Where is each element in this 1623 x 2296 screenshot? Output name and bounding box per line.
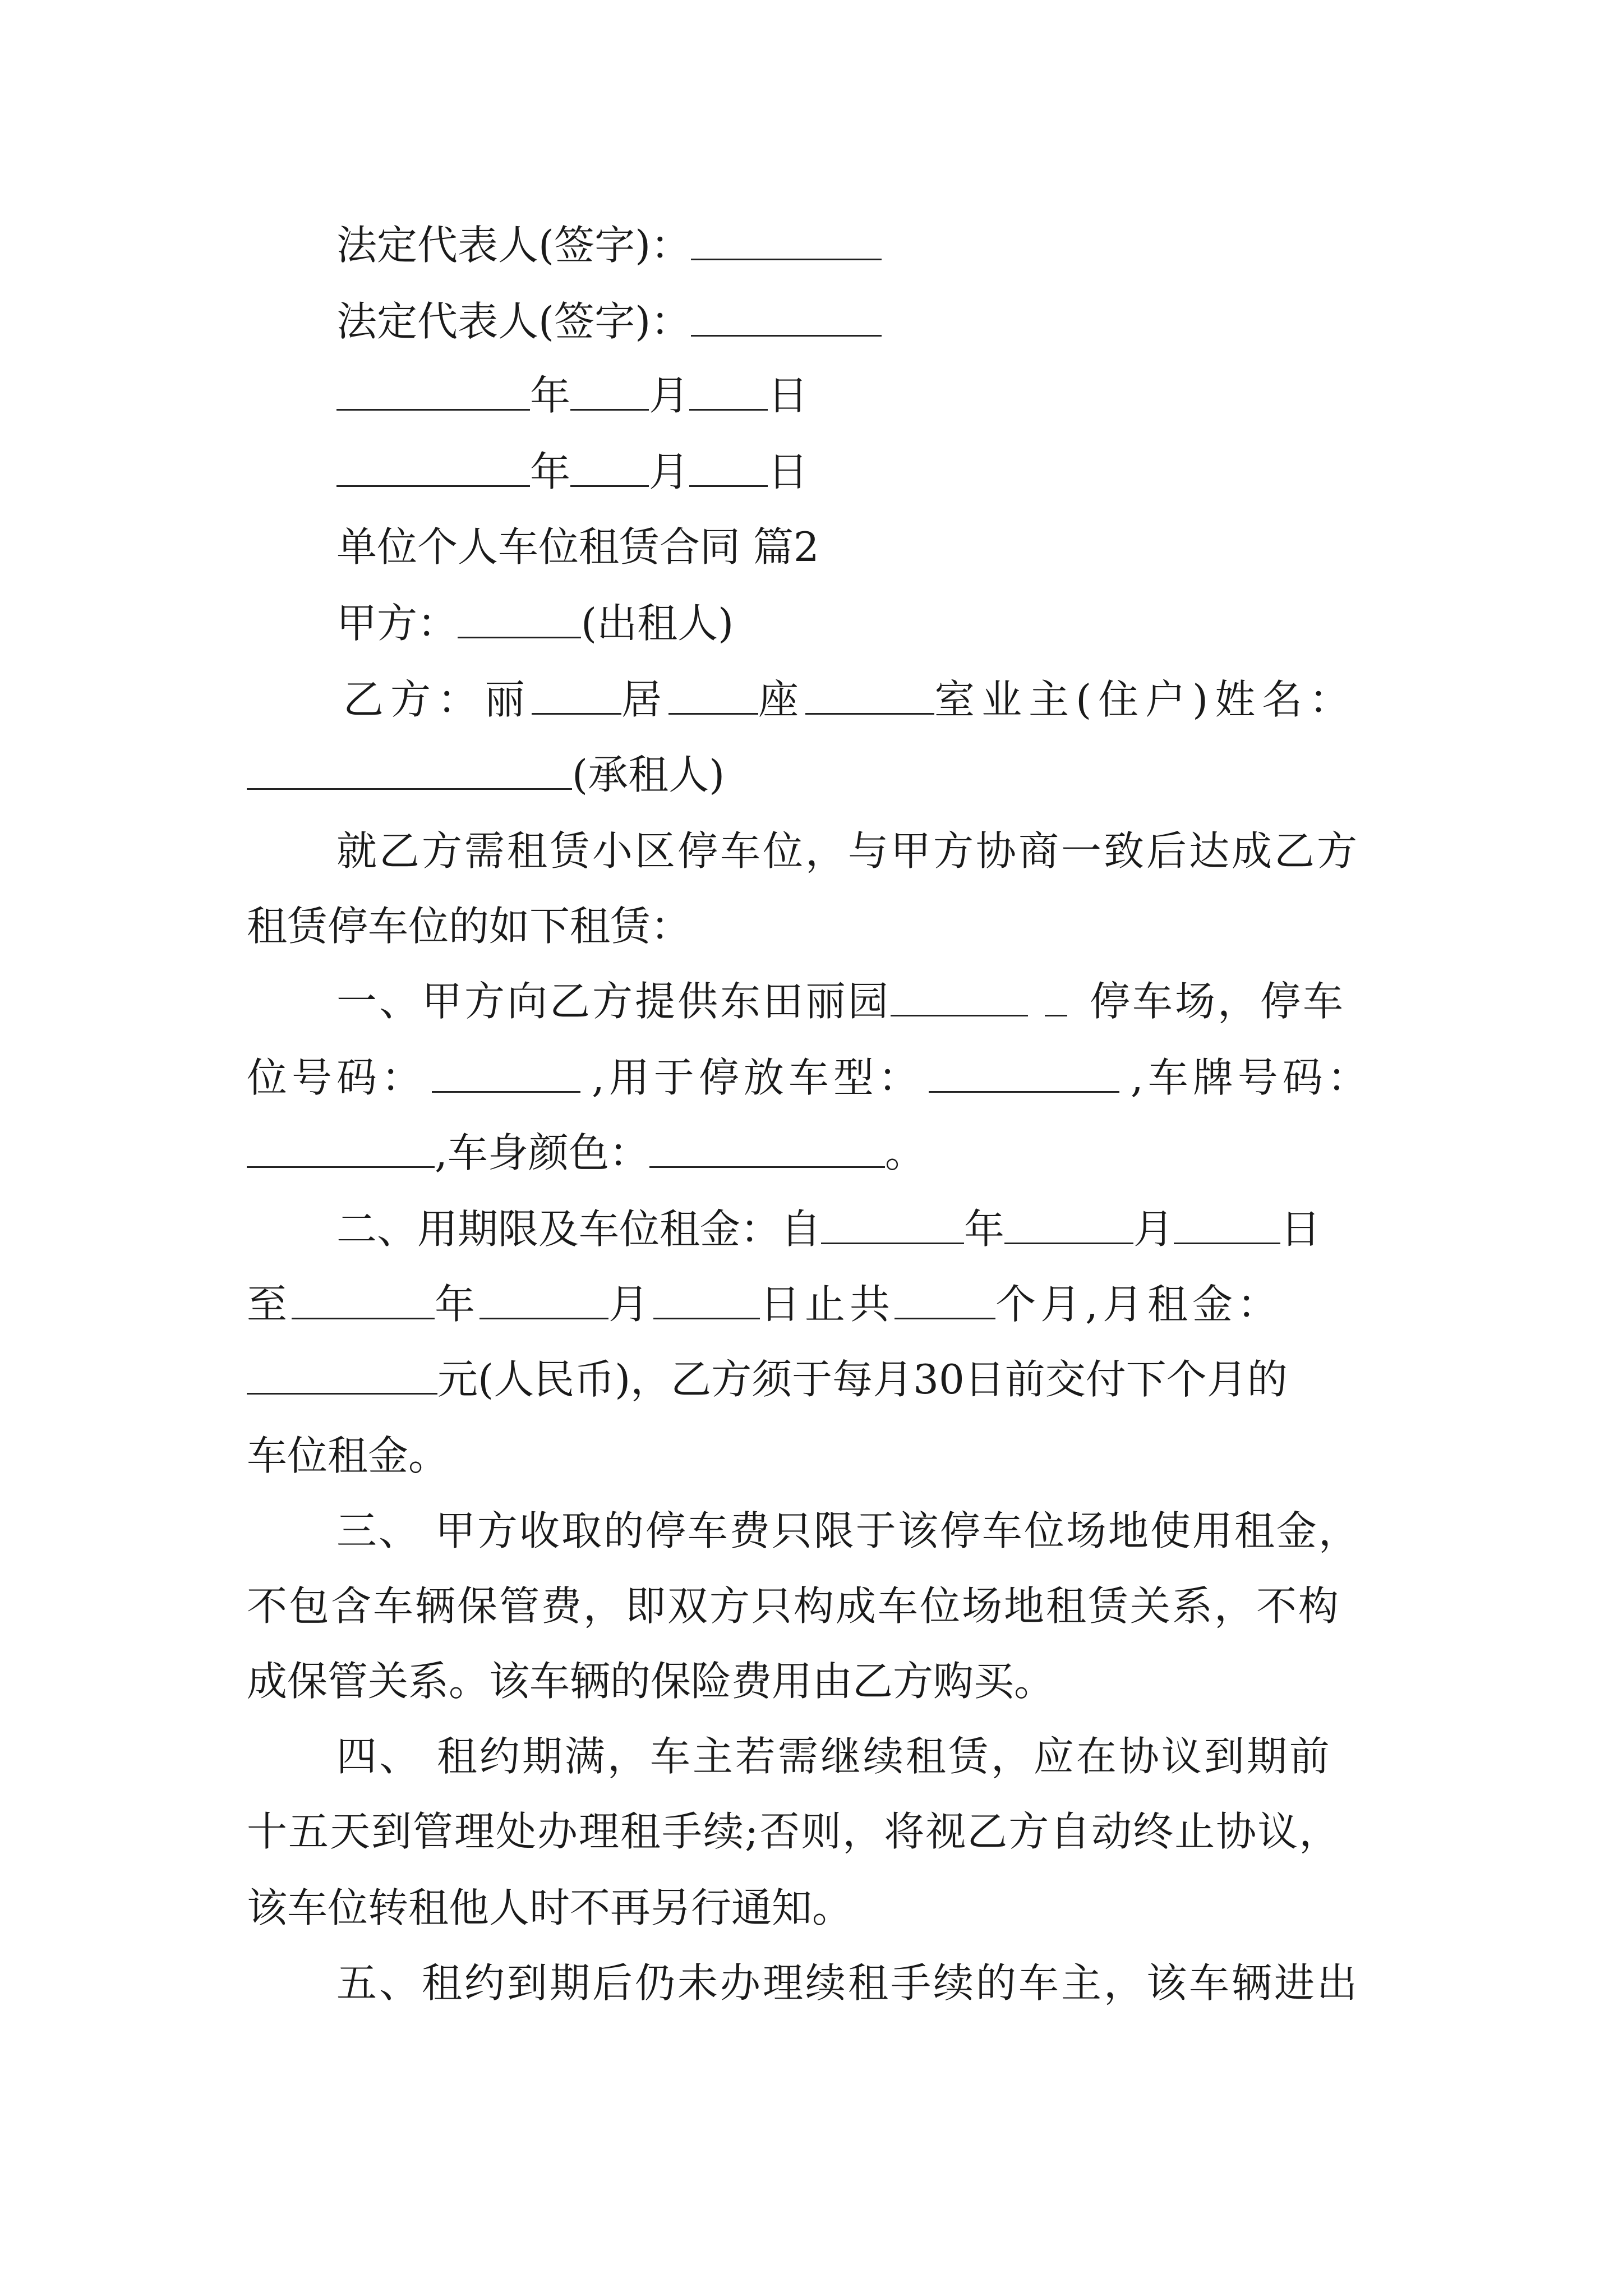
party-b-label: 乙方：: [343, 676, 485, 723]
legal-rep-signature-line-2: [336, 291, 882, 352]
signature-blank[interactable]: [691, 219, 882, 260]
day-label: 日: [768, 448, 809, 495]
clause-1-text: ,车牌号码：: [1130, 1054, 1372, 1101]
clause-4-line-1: 四、 租约期满，车主若需继续租赁，应在协议到期前: [336, 1733, 1332, 1780]
vehicle-model-blank[interactable]: [929, 1052, 1119, 1093]
party-a-role: (出租人): [581, 600, 734, 647]
party-b-name-line: [247, 744, 725, 806]
month-label: 月: [649, 372, 690, 419]
end-day-blank[interactable]: [653, 1278, 760, 1319]
intro-line-1: 就乙方需租赁小区停车位，与甲方协商一致后达成乙方: [336, 827, 1360, 875]
vehicle-color-blank[interactable]: [649, 1127, 885, 1168]
clause-2-text: 个月,月租金：: [995, 1281, 1282, 1328]
month-label: 月: [649, 448, 690, 495]
year-blank[interactable]: [336, 446, 530, 487]
clause-2-text: 日止共: [760, 1281, 895, 1328]
day-label: 日: [768, 372, 809, 419]
clause-4-line-2: 十五天到管理处办理租手续;否则，将视乙方自动终止协议，: [247, 1808, 1341, 1855]
space-number-blank[interactable]: [432, 1052, 580, 1093]
clause-2-text: 元(人民币)，乙方须于每月30日前交付下个月的: [437, 1356, 1288, 1403]
year-label: 年: [530, 448, 571, 495]
day-blank[interactable]: [689, 446, 768, 487]
parking-lot-blank-2[interactable]: [1045, 976, 1067, 1016]
clause-2-line-2: [247, 1273, 1282, 1335]
party-b-ju: 居: [621, 676, 669, 723]
clause-2-text: 至: [247, 1281, 292, 1328]
party-b-room: 室业主(住户)姓名：: [934, 676, 1357, 723]
clause-2-line-4: 车位租金。: [247, 1432, 449, 1479]
clause-2-line-1: [336, 1198, 1321, 1260]
clause-2-text: 二、用期限及车位租金：自: [336, 1205, 822, 1253]
clause-1-text: ,车身颜色：: [435, 1129, 649, 1176]
building-blank[interactable]: [532, 674, 621, 715]
legal-rep-signature-line-1: [336, 214, 882, 276]
start-year-blank[interactable]: [821, 1203, 964, 1244]
parking-lot-blank[interactable]: [891, 976, 1028, 1016]
rent-amount-blank[interactable]: [247, 1354, 437, 1395]
clause-1-text: 一、甲方向乙方提供东田丽园: [336, 978, 891, 1025]
room-blank[interactable]: [805, 674, 934, 715]
clause-4-line-3: 该车位转租他人时不再另行通知。: [247, 1884, 853, 1931]
date-line-2: [336, 441, 808, 503]
legal-rep-label: 法定代表人(签字)：: [336, 222, 691, 269]
clause-2-text: 年: [964, 1205, 1005, 1253]
clause-2-text: 日: [1280, 1205, 1321, 1253]
end-month-blank[interactable]: [479, 1278, 608, 1319]
start-month-blank[interactable]: [1004, 1203, 1133, 1244]
clause-3-line-1: 三、 甲方收取的停车费只限于该停车位场地使用租金，: [336, 1507, 1361, 1554]
clause-1-text: 。: [884, 1129, 925, 1176]
year-label: 年: [530, 372, 571, 419]
party-b-name-blank[interactable]: [247, 749, 572, 790]
clause-2-text: 月: [608, 1281, 654, 1328]
clause-5-line-1: 五、租约到期后仍未办理续租手续的车主，该车辆进出: [336, 1959, 1360, 2007]
party-a-line: [336, 592, 734, 654]
month-blank[interactable]: [570, 446, 649, 487]
day-blank[interactable]: [689, 370, 768, 411]
clause-1-line-1: [336, 970, 1345, 1032]
clause-2-line-3: [247, 1349, 1288, 1410]
month-blank[interactable]: [570, 370, 649, 411]
party-b-zuo: 座: [758, 676, 806, 723]
party-b-li: 丽: [485, 676, 532, 723]
party-a-blank[interactable]: [458, 597, 581, 638]
building-blank[interactable]: [668, 674, 758, 715]
intro-line-2: 租赁停车位的如下租赁：: [247, 903, 691, 950]
party-b-role: (承租人): [572, 751, 725, 798]
clause-1-text: ,用于停放车型：: [592, 1054, 923, 1101]
section-title: 单位个人车位租赁合同 篇2: [336, 523, 819, 570]
clause-2-text: 月: [1133, 1205, 1174, 1253]
signature-blank[interactable]: [691, 296, 882, 337]
start-day-blank[interactable]: [1174, 1203, 1280, 1244]
clause-3-line-2: 不包含车辆保管费，即双方只构成车位场地租赁关系，不构: [247, 1582, 1341, 1630]
clause-1-text: 位号码：: [247, 1054, 427, 1101]
clause-2-text: 年: [435, 1281, 480, 1328]
year-blank[interactable]: [336, 370, 530, 411]
clause-1-line-3: [247, 1122, 925, 1184]
date-line-1: [336, 365, 808, 426]
clause-1-text: 停车场，停车: [1090, 978, 1346, 1025]
clause-3-line-3: 成保管关系。该车辆的保险费用由乙方购买。: [247, 1658, 1055, 1705]
party-b-line: [343, 669, 1356, 730]
end-year-blank[interactable]: [292, 1278, 435, 1319]
legal-rep-label: 法定代表人(签字)：: [336, 298, 691, 345]
party-a-label: 甲方：: [336, 600, 458, 647]
plate-number-blank[interactable]: [247, 1127, 435, 1168]
months-blank[interactable]: [895, 1278, 995, 1319]
clause-1-line-2: [247, 1047, 1372, 1108]
